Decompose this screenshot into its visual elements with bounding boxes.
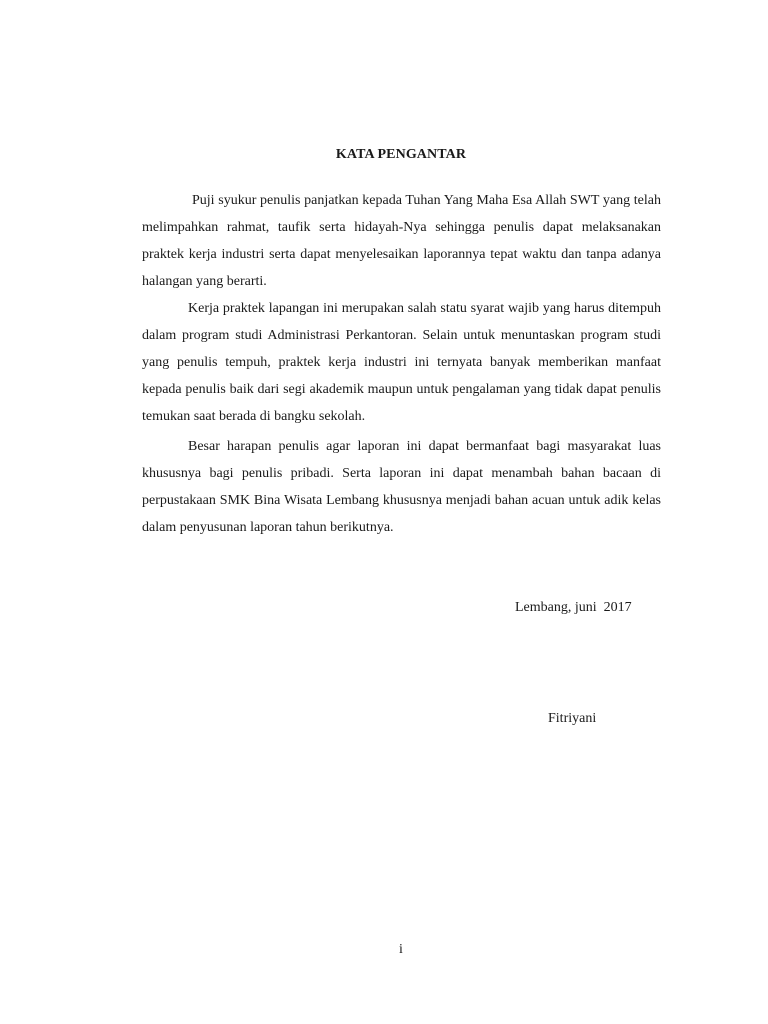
page-number: i	[399, 942, 403, 957]
signer-name: Fitriyani	[548, 711, 597, 726]
body-text	[142, 187, 661, 541]
paragraph-1: Puji syukur penulis panjatkan kepada Tuhan Yang Maha Esa Allah SWT yang telah melimpahkan rahmat, taufik serta hidayah-Nya sehingga penulis dapat melaksanakan praktek kerja industri serta dapat menyelesaikan laporannya tepat waktu dan tanpa adanya halangan yang berarti.	[142, 193, 661, 289]
place-date: Lembang, juni 2017	[515, 600, 632, 615]
paragraph-3: Besar harapan penulis agar laporan ini dapat bermanfaat bagi masyarakat luas khususnya bagi penulis pribadi. Serta laporan ini dapat menambah bahan bacaan di perpustakaan SMK Bina Wisata Lembang khususnya menjadi bahan acuan untuk adik kelas dalam penyusunan laporan tahun berikutnya.	[142, 439, 661, 535]
paragraph-2: Kerja praktek lapangan ini merupakan salah statu syarat wajib yang harus ditempuh dalam program studi Administrasi Perkantoran. Selain untuk menuntaskan program studi yang penulis tempuh, praktek kerja industri ini ternyata banyak memberikan manfaat kepada penulis baik dari segi akademik maupun untuk pengalaman yang tidak dapat penulis temukan saat berada di bangku sekolah.	[142, 301, 661, 424]
page-title: KATA PENGANTAR	[335, 147, 467, 162]
